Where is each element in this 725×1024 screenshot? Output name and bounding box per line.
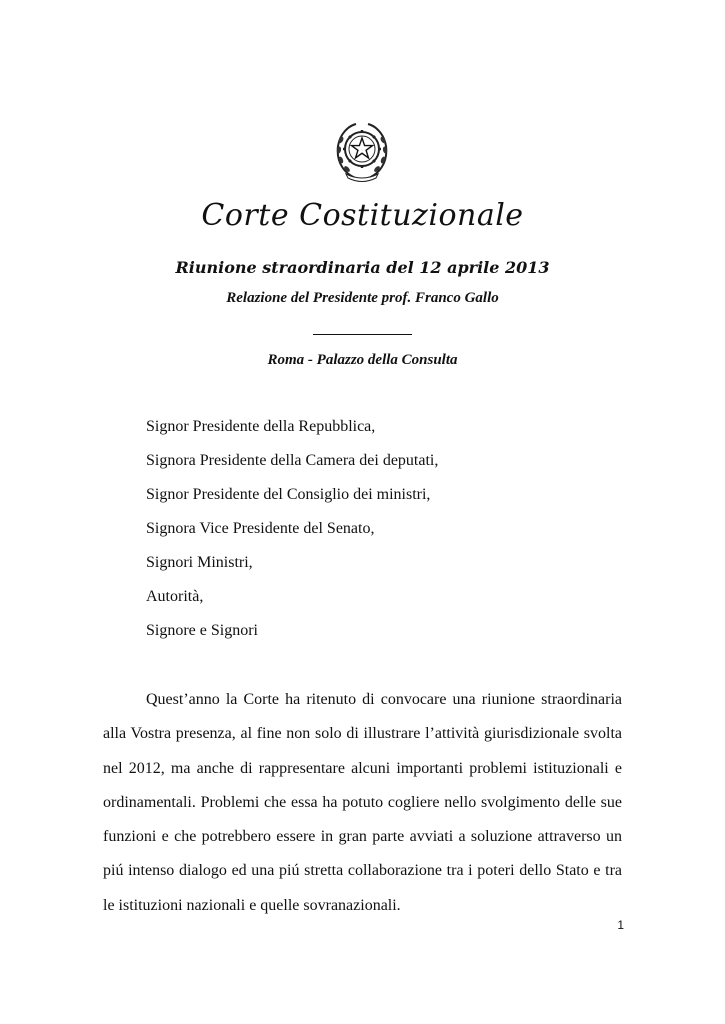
salutation-line: Signor Presidente del Consiglio dei ministri, xyxy=(146,486,431,503)
italian-republic-emblem-icon xyxy=(332,118,392,184)
salutation-list xyxy=(146,417,438,655)
location-line: Roma - Palazzo della Consulta xyxy=(267,352,458,368)
body-paragraph: Quest’anno la Corte ha ritenuto di convocare una riunione straordinaria alla Vostra presenza, al fine non solo di illustrare l’attività giurisdizionale svolta nel 2012, ma anche di rappresentare alcuni importanti problemi istituzionali e ordinamentali. Problemi che essa ha potuto cogliere nello svolgimento delle sue funzioni e che potrebbero essere in gran parte avviati a soluzione attraverso un piú intenso dialogo ed una piú stretta collaborazione tra i poteri dello Stato e tra le istituzioni nazionali e quelle sovranazionali. xyxy=(103,691,622,914)
salutation-line: Signori Ministri, xyxy=(146,554,253,571)
salutation-line: Signora Vice Presidente del Senato, xyxy=(146,520,375,537)
title-separator xyxy=(313,334,412,335)
salutation-line: Signore e Signori xyxy=(146,622,258,639)
report-line: Relazione del Presidente prof. Franco Gallo xyxy=(226,290,499,306)
salutation-line: Signor Presidente della Repubblica, xyxy=(146,418,376,435)
court-name: Corte Costituzionale xyxy=(201,198,524,233)
salutation-line: Autorità, xyxy=(146,588,204,605)
salutation-line: Signora Presidente della Camera dei deputati, xyxy=(146,452,439,469)
page-number: 1 xyxy=(617,918,624,932)
meeting-title: Riunione straordinaria del 12 aprile 2013 xyxy=(175,258,550,277)
